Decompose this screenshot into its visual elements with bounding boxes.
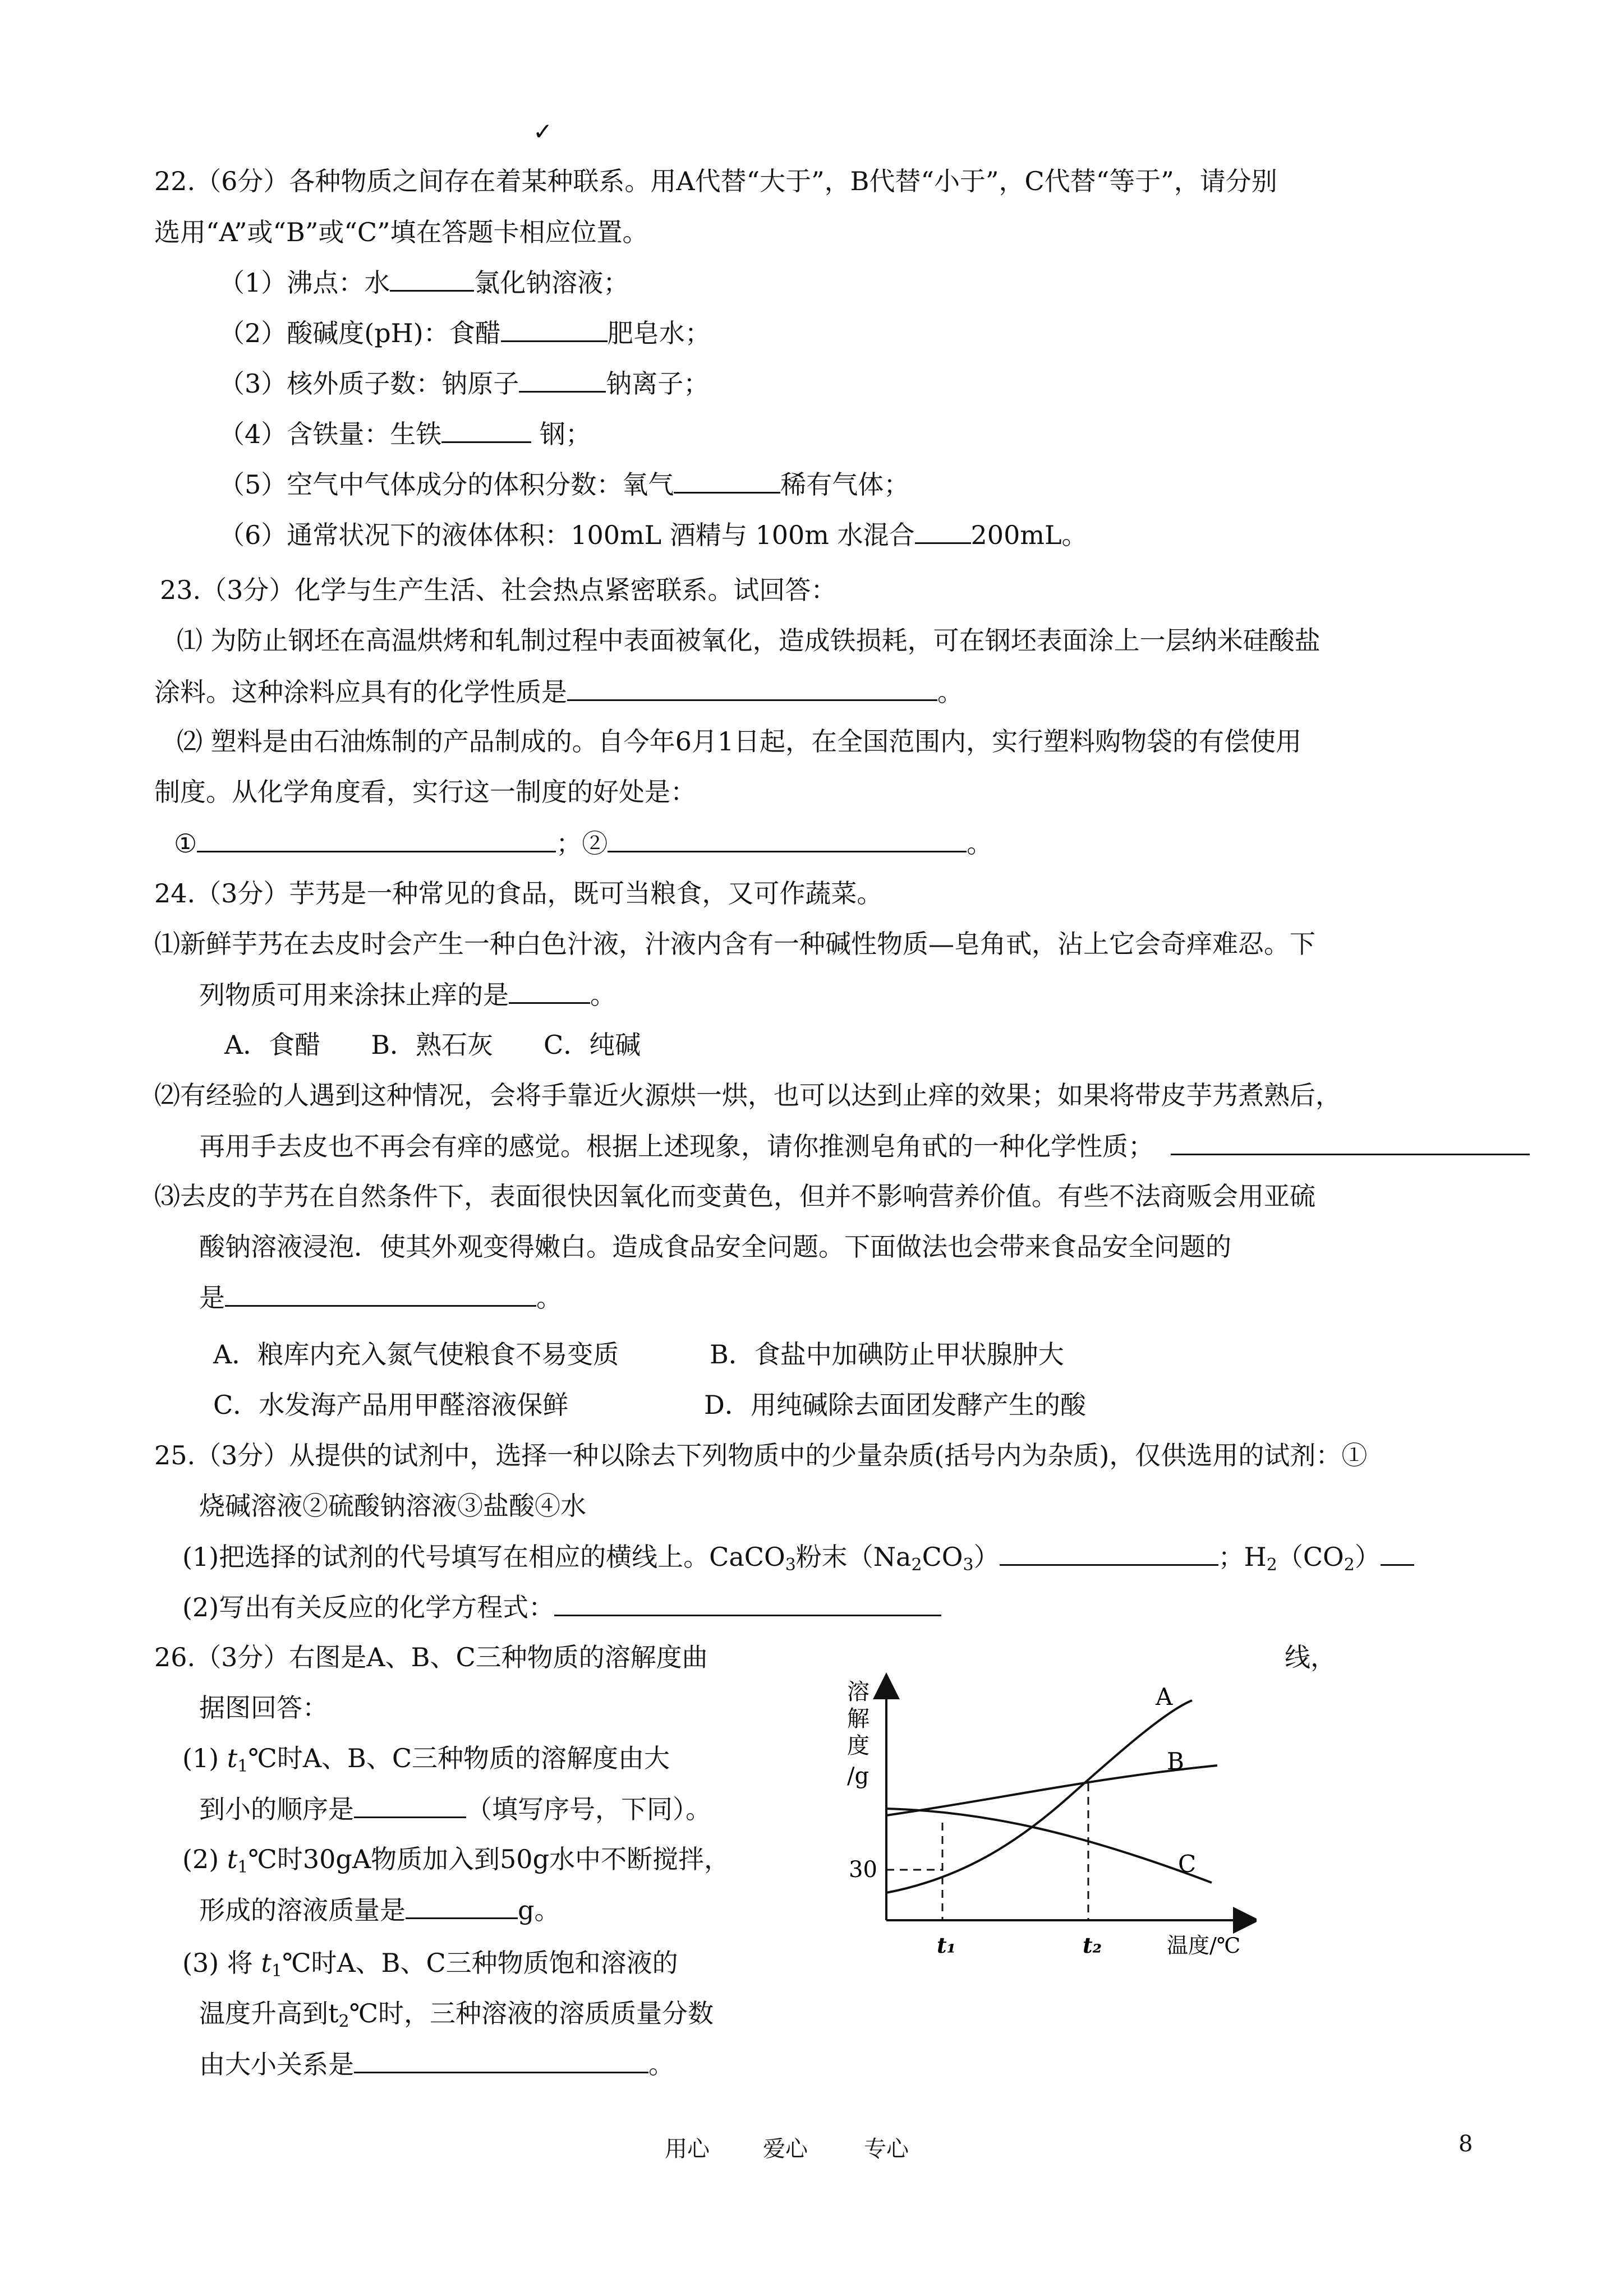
check-mark: ✓ xyxy=(533,118,553,145)
footer-motto-3: 专心 xyxy=(864,2136,909,2162)
y-label-char: 解 xyxy=(847,1706,869,1732)
q22-item-6 xyxy=(219,518,1088,552)
q25-text-d: ） xyxy=(973,1542,1000,1572)
q23-answers xyxy=(174,826,992,860)
answer-blank[interactable] xyxy=(501,316,608,342)
subscript: 3 xyxy=(785,1555,796,1575)
answer-blank[interactable] xyxy=(441,417,531,443)
q24-part3-line2: 酸钠溶液浸泡．使其外观变得嫩白。造成食品安全问题。下面做法也会带来食品安全问题的 xyxy=(199,1232,1231,1262)
curve-a xyxy=(886,1700,1192,1893)
q23-part1-text: 涂料。这种涂料应具有的化学性质是 xyxy=(154,677,567,707)
option-b: B．熟石灰 xyxy=(371,1030,494,1060)
q25-text-g: ） xyxy=(1354,1542,1381,1572)
option-a: A．食醋 xyxy=(224,1030,321,1060)
answer-blank[interactable] xyxy=(567,675,937,701)
q24-part1-end: 。 xyxy=(590,980,616,1010)
subscript: 2 xyxy=(1266,1555,1277,1575)
q26-part3-end: 。 xyxy=(648,2049,674,2080)
subscript: 1 xyxy=(237,1756,249,1776)
q24-option-a: A．粮库内充入氮气使粮食不易变质 xyxy=(213,1339,619,1370)
q26-part2-line2 xyxy=(199,1893,560,1927)
t-symbol: t xyxy=(227,1844,238,1874)
q26-part3-line2 xyxy=(199,1997,714,2039)
q24-part2-line1: ⑵有经验的人遇到这种情况，会将手靠近火源烘一烘，也可以达到止痒的效果；如果将带皮芋艿煮熟后， xyxy=(154,1080,1341,1110)
q26-part3-text: ℃时A、B、C三种物质饱和溶液的 xyxy=(282,1948,678,1978)
q25-text-c: CO xyxy=(922,1542,963,1572)
q24-part3-line1: ⑶去皮的芋艿在自然条件下，表面很快因氧化而变黄色，但并不影响营养价值。有些不法商贩会用亚硫 xyxy=(154,1181,1315,1211)
q22-item-5 xyxy=(219,467,909,501)
q25-part2-text: (2)写出有关反应的化学方程式： xyxy=(182,1592,555,1622)
answer-blank[interactable] xyxy=(519,366,606,393)
q23-part1-end: 。 xyxy=(937,677,963,707)
q26-part3-text3: ℃时，三种溶液的溶质质量分数 xyxy=(349,1998,714,2028)
q22-item-1 xyxy=(219,265,629,299)
q24-part1-text: 列物质可用来涂抹止痒的是 xyxy=(199,980,509,1010)
q22-item-4-text: （4）含铁量：生铁 xyxy=(219,419,442,449)
q24-part1-line1: ⑴新鲜芋艿在去皮时会产生一种白色汁液，汁液内含有一种碱性物质—皂角甙，沾上它会奇痒难忍。下 xyxy=(154,929,1315,959)
q22-item-2-tail: 肥皂水； xyxy=(607,318,711,348)
answer-blank[interactable] xyxy=(509,978,590,1004)
page-number: 8 xyxy=(1459,2131,1473,2157)
series-label-b: B xyxy=(1167,1748,1184,1775)
q25-part1 xyxy=(182,1539,1414,1582)
series-label-a: A xyxy=(1156,1683,1173,1711)
y-label-char: 度 xyxy=(847,1733,869,1759)
q24-option-d: D．用纯碱除去面团发酵产生的酸 xyxy=(704,1390,1086,1420)
q26-part3-text4: 由大小关系是 xyxy=(199,2049,354,2080)
x-tick-label: t₂ xyxy=(1083,1933,1102,1958)
q22-item-2-text: （2）酸碱度(pH)：食醋 xyxy=(219,318,501,348)
q26-part1-text2: 到小的顺序是 xyxy=(199,1794,354,1824)
subscript: 3 xyxy=(963,1555,974,1575)
solubility-chart xyxy=(830,1671,1257,1980)
answer-blank-2[interactable] xyxy=(1381,1539,1414,1566)
q24-part2-text: 再用手去皮也不再会有痒的感觉。根据上述现象，请你推测皂角甙的一种化学性质； xyxy=(199,1131,1154,1161)
q24-option-b: B．食盐中加碘防止甲状腺肿大 xyxy=(710,1339,1064,1370)
q24-part3-text: 是 xyxy=(199,1283,225,1313)
q24-part3-line3 xyxy=(199,1280,562,1315)
q26-part2-text2: 形成的溶液质量是 xyxy=(199,1895,406,1925)
q25-intro-line1: 25.（3分）从提供的试剂中，选择一种以除去下列物质中的少量杂质(括号内为杂质)，仅供选用的试剂：① xyxy=(154,1440,1368,1470)
q22-item-4 xyxy=(219,417,591,451)
answer-blank[interactable] xyxy=(225,1280,536,1307)
answer-blank[interactable] xyxy=(674,467,780,494)
q25-intro-line2: 烧碱溶液②硫酸钠溶液③盐酸④水 xyxy=(199,1491,586,1521)
q25-text-e: ；H xyxy=(1218,1542,1267,1572)
q25-text-a: (1)把选择的试剂的代号填写在相应的横线上。CaCO xyxy=(182,1542,785,1572)
q26-part1-line1 xyxy=(182,1741,670,1783)
q26-intro-line1-end: 线， xyxy=(1285,1642,1336,1672)
q23-part2-line1: ⑵ 塑料是由石油炼制的产品制成的。自今年6月1日起，在全国范围内，实行塑料购物袋的有偿使用 xyxy=(177,726,1302,757)
answer-blank[interactable] xyxy=(354,2047,648,2073)
subscript: 2 xyxy=(1344,1555,1355,1575)
q26-part3-line3 xyxy=(199,2047,674,2081)
answer-blank-1[interactable] xyxy=(1000,1539,1218,1566)
q22-item-3 xyxy=(219,366,709,400)
q23-end: 。 xyxy=(967,828,993,859)
y-label-char: /g xyxy=(847,1763,869,1789)
curve-c xyxy=(886,1809,1212,1883)
answer-blank[interactable] xyxy=(406,1893,518,1919)
q23-part1-line1: ⑴ 为防止钢坯在高温烘烤和轧制过程中表面被氧化，造成铁损耗，可在钢坯表面涂上一层纳米硅酸盐 xyxy=(177,625,1321,656)
answer-blank[interactable] xyxy=(915,518,971,544)
t-symbol: t xyxy=(261,1948,272,1978)
option-c: C．纯碱 xyxy=(544,1030,641,1060)
q22-item-3-tail: 钠离子； xyxy=(606,368,710,399)
q25-text-f: （CO xyxy=(1277,1542,1344,1572)
q26-intro-line2: 据图回答： xyxy=(199,1693,328,1723)
t-symbol: t xyxy=(227,1743,238,1773)
q26-part1-text: ℃时A、B、C三种物质的溶解度由大 xyxy=(248,1743,670,1773)
q22-intro-line2: 选用“A”或“B”或“C”填在答题卡相应位置。 xyxy=(154,217,648,247)
y-tick-label: 30 xyxy=(849,1857,877,1883)
subscript: 1 xyxy=(271,1961,282,1981)
subscript: 1 xyxy=(237,1857,249,1877)
q22-item-5-tail: 稀有气体； xyxy=(780,469,910,500)
series-label-c: C xyxy=(1178,1850,1197,1878)
q26-part2-end: g。 xyxy=(518,1895,560,1925)
answer-blank[interactable] xyxy=(354,1792,466,1818)
x-tick-label: t₁ xyxy=(937,1933,956,1958)
footer-motto-2: 爱心 xyxy=(763,2136,808,2162)
q22-item-6-text: （6）通常状况下的液体体积：100mL 酒精与 100m 水混合 xyxy=(219,520,915,550)
q22-item-4-tail: 钢； xyxy=(531,419,591,449)
q24-part3-end: 。 xyxy=(536,1283,562,1313)
q23-separator: ；② xyxy=(556,828,608,859)
q26-part1-end: （填写序号，下同）。 xyxy=(466,1794,711,1824)
q26-part1-line2 xyxy=(199,1792,711,1826)
q24-option-c: C．水发海产品用甲醛溶液保鲜 xyxy=(213,1390,569,1420)
footer-motto-1: 用心 xyxy=(665,2136,710,2162)
q26-part3-text2: 温度升高到t xyxy=(199,1998,339,2028)
q24-part2-line2 xyxy=(199,1129,1530,1163)
answer-blank-2[interactable] xyxy=(608,826,967,852)
q23-intro: 23.（3分）化学与生产生活、社会热点紧密联系。试回答： xyxy=(160,575,837,605)
circled-one: ① xyxy=(174,828,197,859)
q23-part2-line2: 制度。从化学角度看，实行这一制度的好处是： xyxy=(154,777,696,807)
q22-item-2 xyxy=(219,316,711,350)
answer-blank[interactable] xyxy=(554,1590,941,1616)
q22-item-3-text: （3）核外质子数：钠原子 xyxy=(219,368,519,399)
q25-part2 xyxy=(182,1590,941,1624)
answer-blank[interactable] xyxy=(1171,1129,1530,1155)
q22-item-1-tail: 氯化钠溶液； xyxy=(474,268,629,298)
subscript: 2 xyxy=(338,2012,349,2031)
q26-label: (2) xyxy=(182,1844,227,1874)
q24-intro: 24.（3分）芋艿是一种常见的食品，既可当粮食，又可作蔬菜。 xyxy=(154,878,883,909)
x-axis-label: 温度/℃ xyxy=(1167,1933,1241,1958)
q26-part2-line1 xyxy=(182,1842,730,1884)
q24-part1-line2 xyxy=(199,978,616,1012)
q22-item-5-text: （5）空气中气体成分的体积分数：氧气 xyxy=(219,469,674,500)
q26-part2-text: ℃时30gA物质加入到50g水中不断搅拌， xyxy=(248,1844,730,1874)
q26-label: (1) xyxy=(182,1743,227,1773)
answer-blank[interactable] xyxy=(390,265,474,292)
subscript: 2 xyxy=(911,1555,922,1575)
q22-item-1-text: （1）沸点：水 xyxy=(219,268,390,298)
q26-part3-line1 xyxy=(182,1946,678,1988)
q25-text-b: 粉末（Na xyxy=(795,1542,912,1572)
q23-part1-line2 xyxy=(154,675,963,709)
q26-label: (3) 将 xyxy=(182,1948,261,1978)
q22-item-6-tail: 200mL。 xyxy=(970,520,1088,550)
q26-intro-line1: 26.（3分）右图是A、B、C三种物质的溶解度曲 xyxy=(154,1642,708,1672)
q22-intro-line1: 22.（6分）各种物质之间存在着某种联系。用A代替“大于”，B代替“小于”，C代替“等于”，请分别 xyxy=(154,166,1277,196)
q24-options-1 xyxy=(224,1028,641,1062)
y-label-char: 溶 xyxy=(847,1679,869,1705)
answer-blank-1[interactable] xyxy=(197,826,556,852)
